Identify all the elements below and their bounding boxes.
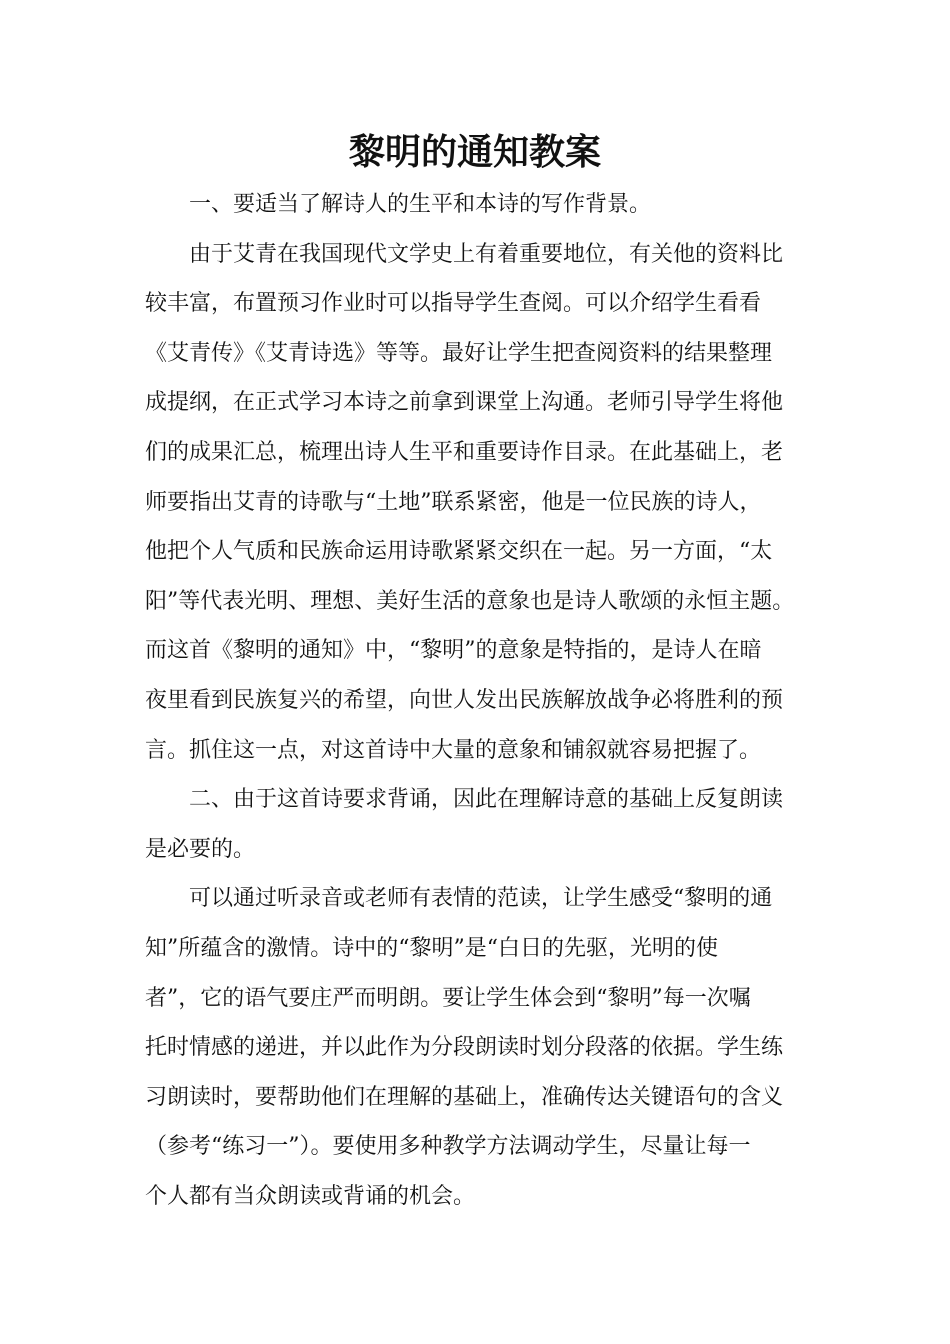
text-line: 而这首《黎明的通知》中，“黎明”的意象是特指的，是诗人在暗 xyxy=(145,638,762,664)
text-line: 阳”等代表光明、理想、美好生活的意象也是诗人歌颂的永恒主题。 xyxy=(145,588,795,614)
paragraph-section-one-heading xyxy=(145,180,810,230)
text-line: 《艾青传》《艾青诗选》等等。最好让学生把查阅资料的结果整理 xyxy=(145,340,773,366)
text-line: 可以通过听录音或老师有表情的范读，让学生感受“黎明的通 xyxy=(189,886,773,912)
text-line: 二、由于这首诗要求背诵，因此在理解诗意的基础上反复朗读 xyxy=(189,787,784,813)
text-line: 者”，它的语气要庄严而明朗。要让学生体会到“黎明”每一次嘱 xyxy=(145,985,751,1011)
text-line: 是必要的。 xyxy=(145,836,256,862)
text-line: 成提纲，在正式学习本诗之前拿到课堂上沟通。老师引导学生将他 xyxy=(145,390,784,416)
document-body xyxy=(145,180,810,1221)
paragraph-reading-guidance xyxy=(145,874,810,1221)
text-line: 个人都有当众朗读或背诵的机会。 xyxy=(145,1183,476,1209)
text-line: 夜里看到民族复兴的希望，向世人发出民族解放战争必将胜利的预 xyxy=(145,687,784,713)
text-line: （参考“练习一”）。要使用多种教学方法调动学生，尽量让每一 xyxy=(145,1134,751,1160)
document-title: 黎明的通知教案 xyxy=(348,131,601,173)
paragraph-poet-background xyxy=(145,230,810,776)
text-line: 知”所蕴含的激情。诗中的“黎明”是“白日的先驱，光明的使 xyxy=(145,935,718,961)
text-line: 们的成果汇总，梳理出诗人生平和重要诗作目录。在此基础上，老 xyxy=(145,439,784,465)
text-line: 托时情感的递进，并以此作为分段朗读时划分段落的依据。学生练 xyxy=(145,1035,784,1061)
text-line: 师要指出艾青的诗歌与“土地”联系紧密，他是一位民族的诗人， xyxy=(145,489,762,515)
text-line: 习朗读时，要帮助他们在理解的基础上，准确传达关键语句的含义 xyxy=(145,1084,784,1110)
text-line: 言。抓住这一点，对这首诗中大量的意象和铺叙就容易把握了。 xyxy=(145,737,762,763)
text-line: 由于艾青在我国现代文学史上有着重要地位，有关他的资料比 xyxy=(189,241,784,267)
text-line: 他把个人气质和民族命运用诗歌紧紧交织在一起。另一方面，“太 xyxy=(145,539,773,565)
text-line: 较丰富，布置预习作业时可以指导学生查阅。可以介绍学生看看 xyxy=(145,291,762,317)
text-line: 一、要适当了解诗人的生平和本诗的写作背景。 xyxy=(189,192,652,217)
paragraph-section-two-heading xyxy=(145,775,810,874)
